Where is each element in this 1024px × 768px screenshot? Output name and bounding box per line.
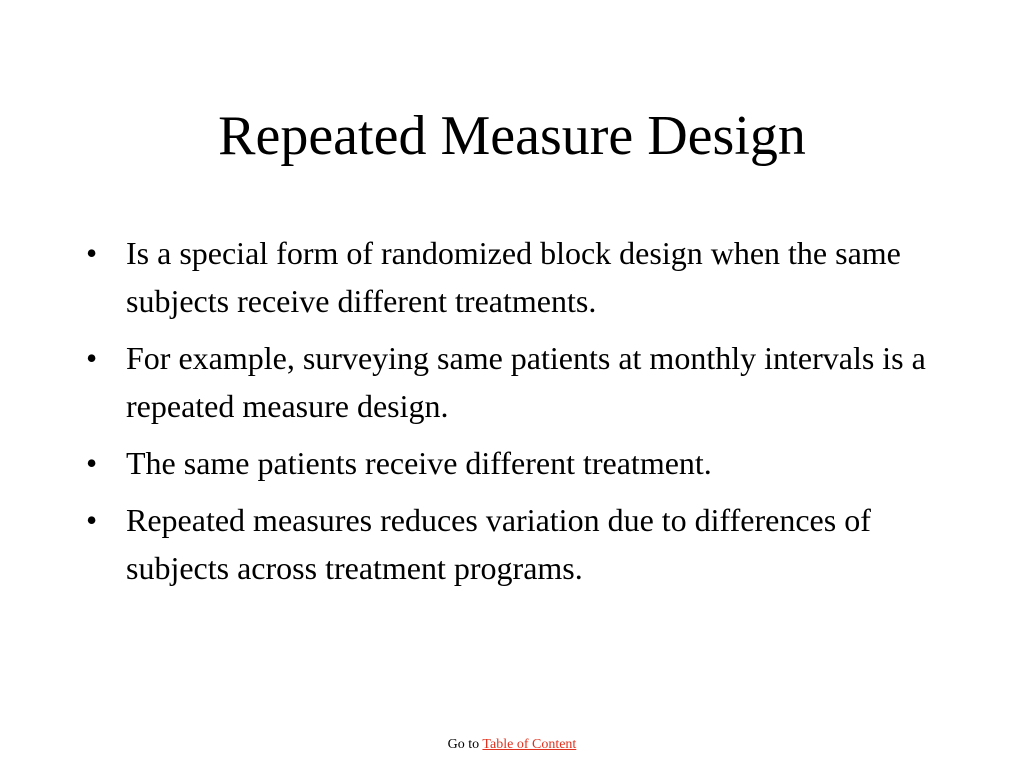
bullet-icon: • [86,340,98,376]
bullet-list [86,229,966,601]
bullet-text: Is a special form of randomized block design when the same subjects receive different treatments. [126,235,901,319]
list-item [86,334,966,430]
bullet-icon: • [86,502,98,538]
list-item [86,496,966,592]
slide-title: Repeated Measure Design [218,105,806,167]
footer-navigation [0,735,1024,755]
table-of-content-link[interactable]: Table of Content [482,737,577,752]
bullet-text: Repeated measures reduces variation due to differences of subjects across treatment programs. [126,502,871,586]
bullet-icon: • [86,445,98,481]
footer-prefix: Go to [447,737,483,752]
bullet-text: For example, surveying same patients at monthly intervals is a repeated measure design. [126,340,926,424]
bullet-text: The same patients receive different treatment. [126,445,712,481]
bullet-icon: • [86,235,98,271]
list-item [86,229,966,325]
list-item [86,439,966,487]
